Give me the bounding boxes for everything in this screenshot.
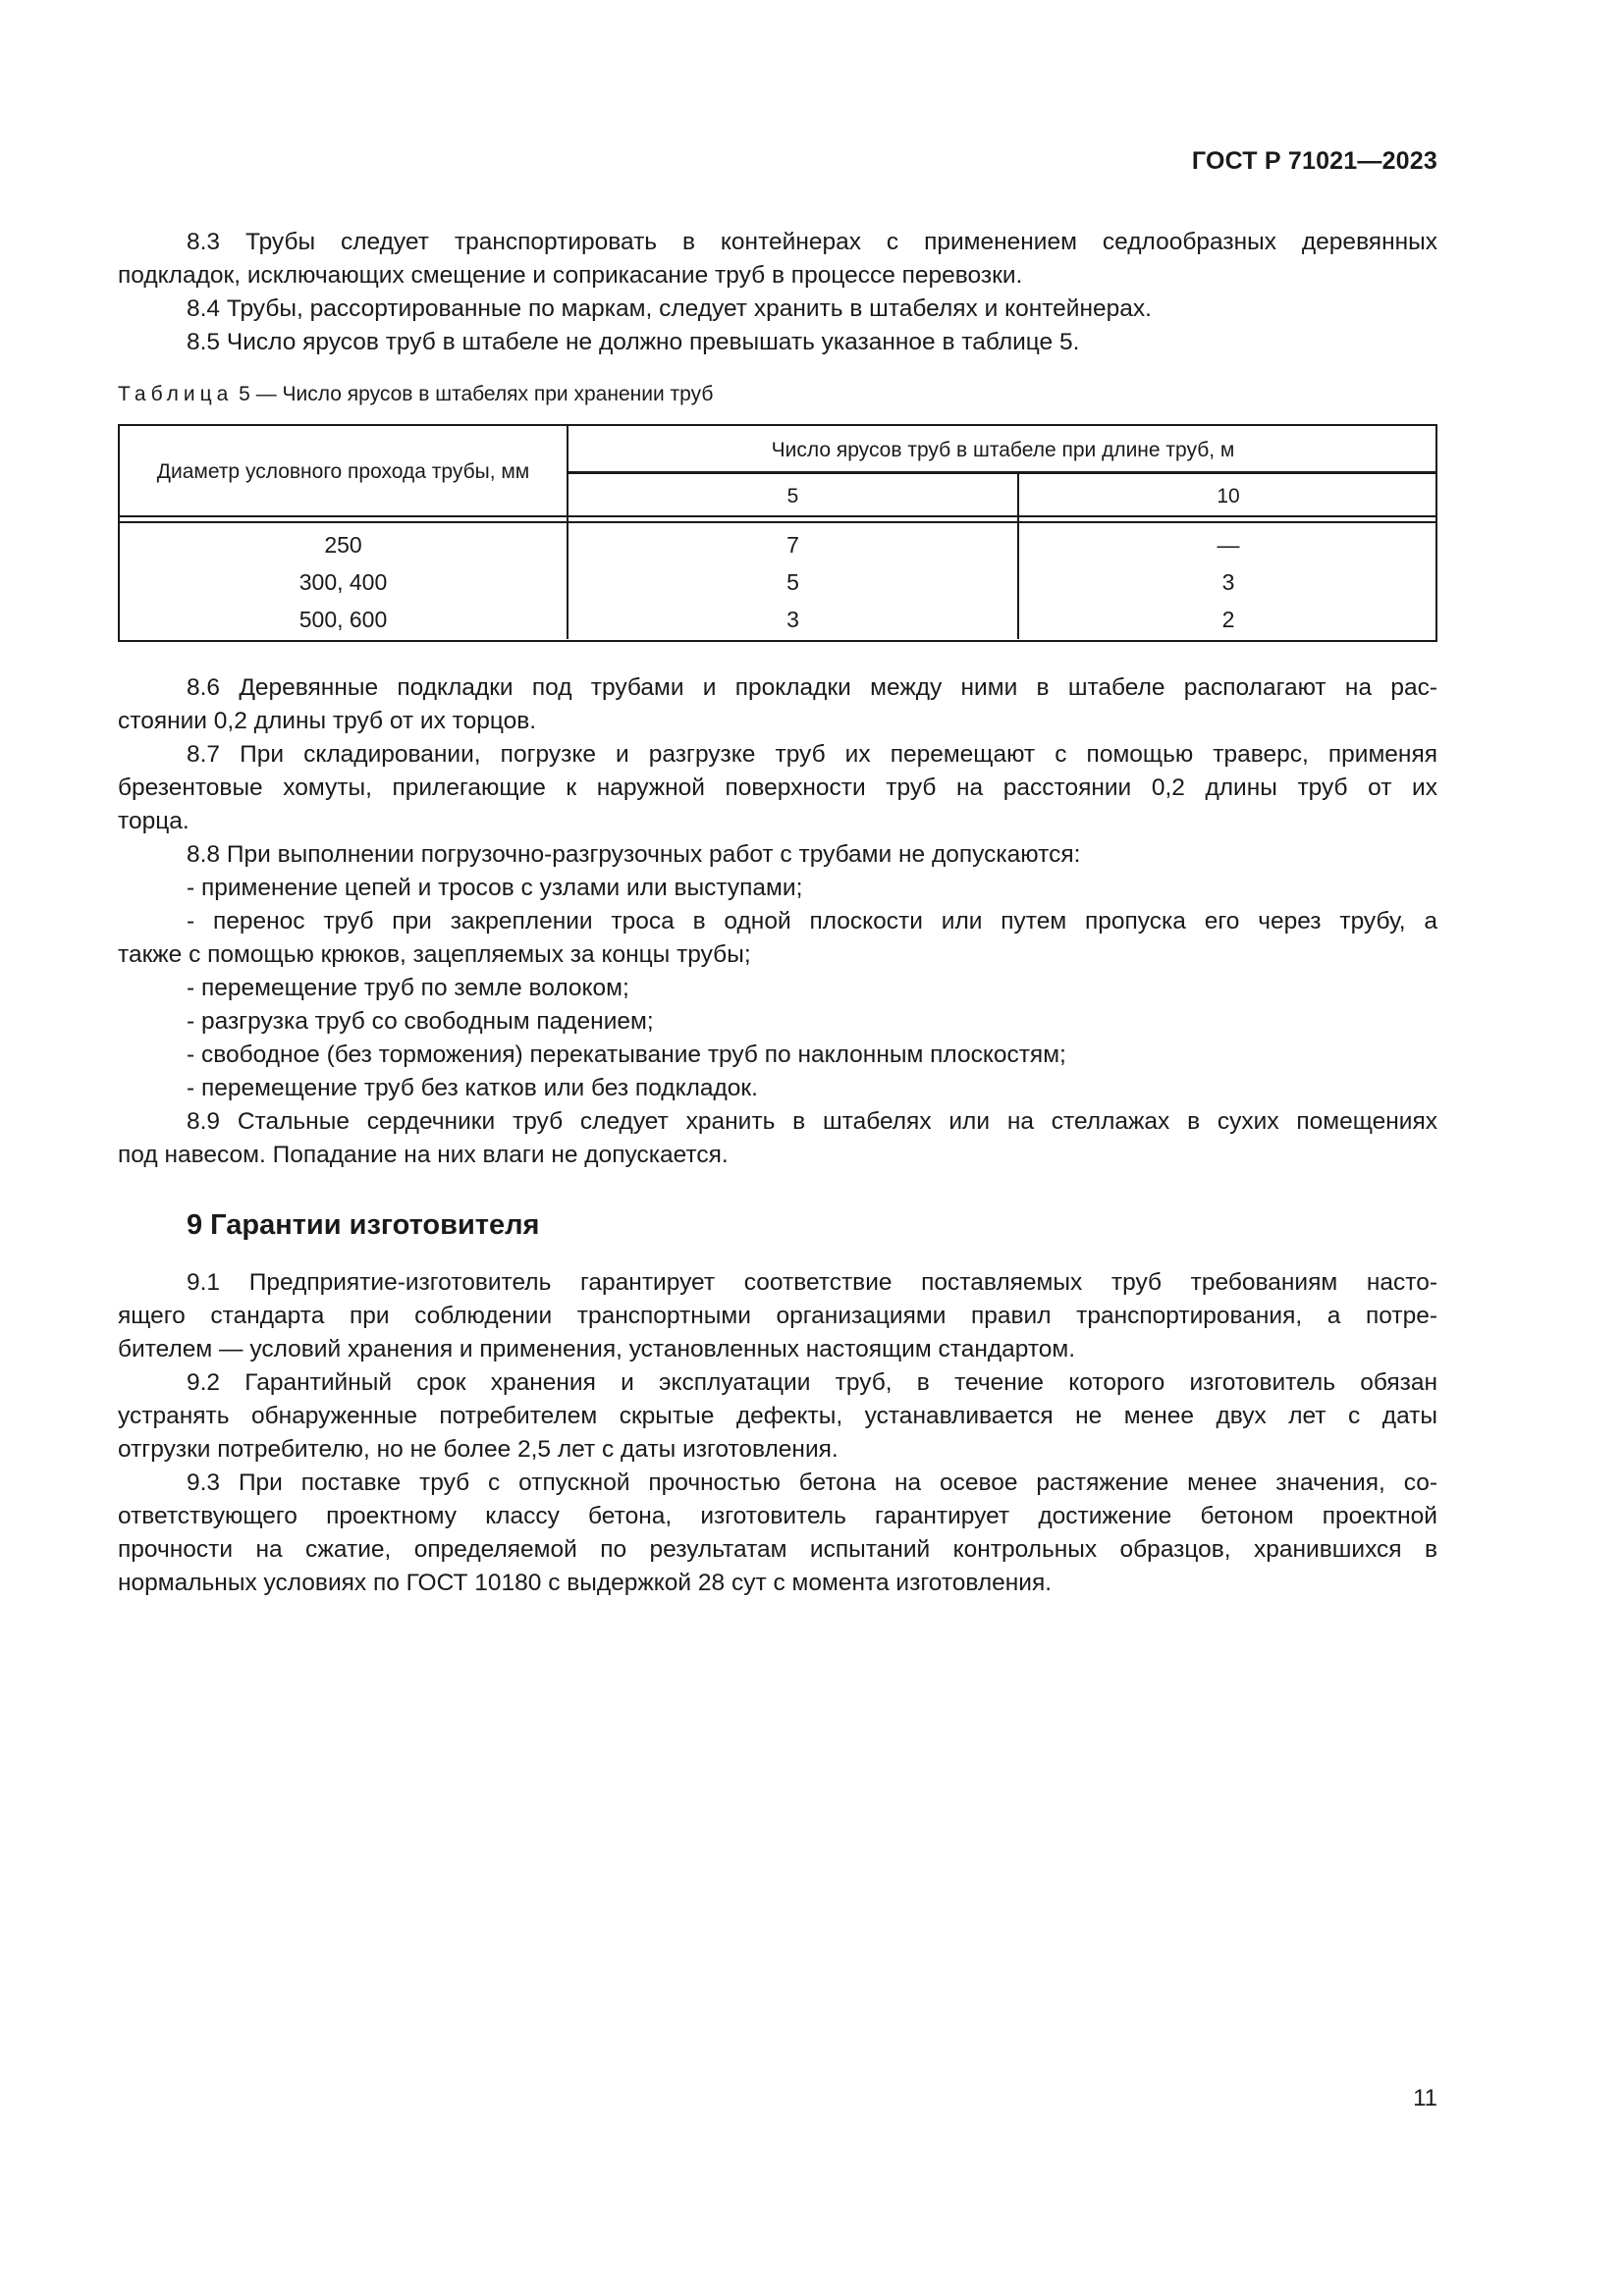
paragraph-9-2-line-2: устранять обнаруженные потребителем скрытые дефекты, устанавливается не менее двух лет с даты	[118, 1403, 1437, 1429]
list-item-carry-line-1: - перенос труб при закреплении троса в одной плоскости или путем пропуска его через трубу, а	[187, 908, 1437, 934]
column-group-header-stack-count: Число ярусов труб в штабеле при длине труб, м	[771, 439, 1235, 461]
table-row-1-diameter: 250	[324, 532, 362, 558]
paragraph-8-5: 8.5 Число ярусов труб в штабеле не должно превышать указанное в таблице 5.	[187, 329, 1080, 355]
paragraph-9-1-line-1: 9.1 Предприятие-изготовитель гарантирует соответствие поставляемых труб требованиям насто-	[187, 1269, 1437, 1296]
table-row-3-len10: 2	[1221, 607, 1235, 632]
table-caption-title: 5 — Число ярусов в штабелях при хранении труб	[233, 383, 714, 405]
page-number: 11	[1413, 2085, 1437, 2111]
table-row-1-len10: —	[1217, 532, 1240, 558]
table-caption	[118, 381, 713, 408]
table-row-1-len5: 7	[786, 532, 799, 558]
table-row-3-diameter: 500, 600	[298, 607, 388, 632]
column-header-length-5: 5	[786, 485, 799, 507]
paragraph-9-2-line-1: 9.2 Гарантийный срок хранения и эксплуатации труб, в течение которого изготовитель обязан	[187, 1369, 1437, 1396]
document-id-header: ГОСТ Р 71021—2023	[1191, 147, 1437, 175]
paragraph-8-3-line-2: подкладок, исключающих смещение и соприкасание труб в процессе перевозки.	[118, 262, 1023, 289]
paragraph-8-4: 8.4 Трубы, рассортированные по маркам, следует хранить в штабелях и контейнерах.	[187, 295, 1152, 322]
list-item-no-rollers: - перемещение труб без катков или без подкладок.	[187, 1075, 758, 1101]
header-bottom-line-2	[120, 521, 1435, 523]
paragraph-9-2-line-3: отгрузки потребителю, но не более 2,5 лет с даты изготовления.	[118, 1436, 839, 1463]
paragraph-9-3-line-3: прочности на сжатие, определяемой по результатам испытаний контрольных образцов, хранившихся в	[118, 1536, 1437, 1563]
list-item-rolling: - свободное (без торможения) перекатывание труб по наклонным плоскостям;	[187, 1041, 1066, 1068]
table-5	[118, 424, 1437, 642]
list-item-drag: - перемещение труб по земле волоком;	[187, 975, 629, 1001]
paragraph-8-6-line-1: 8.6 Деревянные подкладки под трубами и прокладки между ними в штабеле располагают на рас-	[187, 674, 1437, 701]
header-group-divider	[568, 471, 1435, 474]
paragraph-8-9-line-1: 8.9 Стальные сердечники труб следует хранить в штабелях или на стеллажах в сухих помещениях	[187, 1108, 1437, 1135]
column-header-diameter: Диаметр условного прохода трубы, мм	[156, 460, 530, 483]
paragraph-8-7-line-2: брезентовые хомуты, прилегающие к наружной поверхности труб на расстоянии 0,2 длины труб от их	[118, 774, 1437, 801]
list-item-free-fall: - разгрузка труб со свободным падением;	[187, 1008, 654, 1035]
paragraph-8-6-line-2: стоянии 0,2 длины труб от их торцов.	[118, 708, 537, 734]
table-row-2-diameter: 300, 400	[298, 569, 388, 595]
list-item-carry-line-2: также с помощью крюков, зацепляемых за концы трубы;	[118, 941, 751, 968]
paragraph-8-3-line-1: 8.3 Трубы следует транспортировать в контейнерах с применением седлообразных деревянных	[187, 229, 1437, 255]
section-9-heading: 9 Гарантии изготовителя	[187, 1209, 540, 1241]
paragraph-9-1-line-2: ящего стандарта при соблюдении транспортными организациями правил транспортирования, а потре-	[118, 1303, 1437, 1329]
table-caption-label: Таблица	[118, 383, 234, 405]
paragraph-8-9-line-2: под навесом. Попадание на них влаги не допускается.	[118, 1142, 729, 1168]
table-row-3-len5: 3	[786, 607, 799, 632]
paragraph-9-3-line-1: 9.3 При поставке труб с отпускной прочностью бетона на осевое растяжение менее значения, со-	[187, 1469, 1437, 1496]
paragraph-9-1-line-3: бителем — условий хранения и применения, установленных настоящим стандартом.	[118, 1336, 1076, 1362]
table-row-2-len10: 3	[1221, 569, 1235, 595]
column-header-length-10: 10	[1217, 485, 1240, 507]
table-row-2-len5: 5	[786, 569, 799, 595]
list-item-chains: - применение цепей и тросов с узлами или выступами;	[187, 875, 803, 901]
paragraph-8-8: 8.8 При выполнении погрузочно-разгрузочных работ с трубами не допускаются:	[187, 841, 1081, 868]
paragraph-8-7-line-3: торца.	[118, 808, 189, 834]
paragraph-9-3-line-2: ответствующего проектному классу бетона, изготовитель гарантирует достижение бетоном проектной	[118, 1503, 1437, 1529]
header-bottom-line-1	[120, 515, 1435, 517]
paragraph-9-3-line-4: нормальных условиях по ГОСТ 10180 с выдержкой 28 сут с момента изготовления.	[118, 1570, 1053, 1596]
paragraph-8-7-line-1: 8.7 При складировании, погрузке и разгрузке труб их перемещают с помощью траверс, применяя	[187, 741, 1437, 768]
